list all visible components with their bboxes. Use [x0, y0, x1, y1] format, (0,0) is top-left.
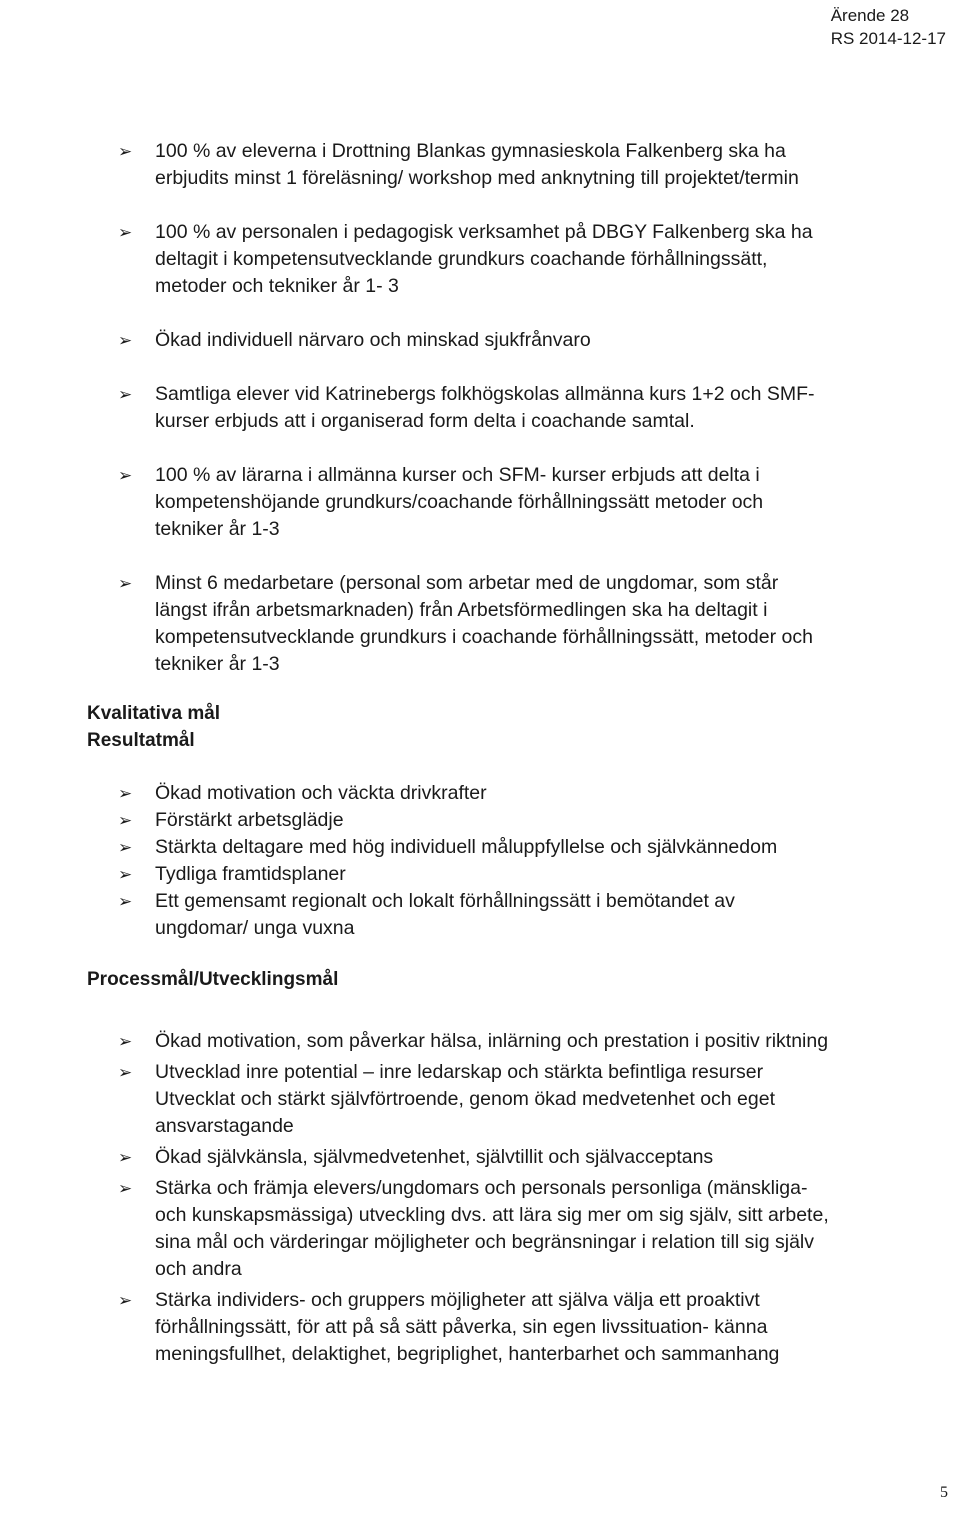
arrow-bullet-icon: ➢: [118, 892, 133, 911]
list-item: [0, 834, 960, 861]
list-item-line: Samtliga elever vid Katrinebergs folkhögskolas allmänna kurs 1+2 och SMF-: [155, 383, 815, 405]
list-item-line: tekniker år 1-3: [155, 653, 280, 675]
process-goals-list: [0, 1028, 960, 1368]
arrow-bullet-icon: ➢: [118, 838, 133, 857]
list-item-line: kompetensutvecklande grundkurs i coachande förhållningssätt, metoder och: [155, 626, 813, 648]
list-item-line: Utvecklad inre potential – inre ledarskap och stärkta befintliga resurser: [155, 1061, 764, 1083]
list-item-line: Ökad självkänsla, självmedvetenhet, självtillit och självacceptans: [155, 1146, 714, 1168]
list-item: [0, 888, 960, 942]
arrow-bullet-icon: ➢: [118, 574, 133, 593]
list-item-line: Ökad individuell närvaro och minskad sjukfrånvaro: [155, 329, 591, 351]
list-item-line: förhållningssätt, för att på så sätt påverka, sin egen livssituation- känna: [155, 1316, 768, 1338]
arrow-bullet-icon: ➢: [118, 811, 133, 830]
list-item: [0, 219, 960, 300]
arrow-bullet-icon: ➢: [118, 1032, 133, 1051]
list-item: [0, 861, 960, 888]
list-item-line: och andra: [155, 1258, 242, 1280]
list-item-line: erbjudits minst 1 föreläsning/ workshop med anknytning till projektet/termin: [155, 167, 799, 189]
meeting-date: RS 2014-12-17: [830, 29, 946, 48]
list-item: [0, 381, 960, 435]
list-item-line: ungdomar/ unga vuxna: [155, 917, 355, 939]
arrow-bullet-icon: ➢: [118, 223, 133, 242]
list-item-line: kurser erbjuds att i organiserad form delta i coachande samtal.: [155, 410, 695, 432]
list-item-line: 100 % av personalen i pedagogisk verksamhet på DBGY Falkenberg ska ha: [155, 221, 813, 243]
arrow-bullet-icon: ➢: [118, 1179, 133, 1198]
list-item-line: sina mål och värderingar möjligheter och begränsningar i relation till sig själv: [155, 1231, 814, 1253]
list-item-line: Utvecklat och stärkt självförtroende, genom ökad medvetenhet och eget: [155, 1088, 776, 1110]
arrow-bullet-icon: ➢: [118, 1063, 133, 1082]
list-item-line: tekniker år 1-3: [155, 518, 280, 540]
list-item: [0, 1175, 960, 1283]
list-item: [0, 780, 960, 807]
list-item-line: Minst 6 medarbetare (personal som arbetar med de ungdomar, som står: [155, 572, 779, 594]
case-number: Ärende 28: [830, 6, 910, 25]
document-reference: [831, 4, 946, 50]
list-item-line: Förstärkt arbetsglädje: [155, 809, 344, 831]
result-goals-list: [0, 780, 960, 942]
list-item-line: ansvarstagande: [155, 1115, 294, 1137]
list-item-line: längst ifrån arbetsmarknaden) från Arbetsförmedlingen ska ha deltagit i: [155, 599, 768, 621]
list-item-line: Ett gemensamt regionalt och lokalt förhållningssätt i bemötandet av: [155, 890, 735, 912]
list-item: [0, 462, 960, 543]
page-number: 5: [940, 1484, 948, 1501]
list-item-line: och kunskapsmässiga) utveckling dvs. att lära sig mer om sig själv, sitt arbete,: [155, 1204, 829, 1226]
list-item: [0, 570, 960, 678]
list-item-line: Stärkta deltagare med hög individuell måluppfyllelse och självkännedom: [155, 836, 778, 858]
list-item-line: kompetenshöjande grundkurs/coachande förhållningssätt metoder och: [155, 491, 764, 513]
list-item-line: 100 % av eleverna i Drottning Blankas gymnasieskola Falkenberg ska ha: [155, 140, 786, 162]
arrow-bullet-icon: ➢: [118, 784, 133, 803]
list-item-line: meningsfullhet, delaktighet, begriplighet, hanterbarhet och sammanhang: [155, 1343, 780, 1365]
arrow-bullet-icon: ➢: [118, 331, 133, 350]
list-item-line: Stärka och främja elevers/ungdomars och personals personliga (mänskliga-: [155, 1177, 808, 1199]
list-item: [0, 1287, 960, 1368]
goals-list: [0, 138, 960, 678]
list-item: [0, 1144, 960, 1171]
list-item: [0, 327, 960, 354]
list-item-line: Ökad motivation och väckta drivkrafter: [155, 782, 487, 804]
list-item-line: Ökad motivation, som påverkar hälsa, inlärning och prestation i positiv riktning: [155, 1030, 829, 1052]
heading-processmal: Processmål/Utvecklingsmål: [87, 969, 339, 990]
list-item: [0, 1028, 960, 1055]
list-item: [0, 807, 960, 834]
arrow-bullet-icon: ➢: [118, 142, 133, 161]
list-item-line: deltagit i kompetensutvecklande grundkurs coachande förhållningssätt,: [155, 248, 768, 270]
list-item-line: metoder och tekniker år 1- 3: [155, 275, 399, 297]
heading-kvalitativa-mal: Kvalitativa mål: [87, 703, 221, 724]
arrow-bullet-icon: ➢: [118, 385, 133, 404]
heading-resultatmal: Resultatmål: [87, 730, 195, 751]
list-item: [0, 138, 960, 192]
list-item-line: 100 % av lärarna i allmänna kurser och SFM- kurser erbjuds att delta i: [155, 464, 760, 486]
list-item-line: Tydliga framtidsplaner: [155, 863, 346, 885]
list-item-line: Stärka individers- och gruppers möjligheter att själva välja ett proaktivt: [155, 1289, 760, 1311]
arrow-bullet-icon: ➢: [118, 466, 133, 485]
list-item: [0, 1059, 960, 1140]
arrow-bullet-icon: ➢: [118, 1148, 133, 1167]
arrow-bullet-icon: ➢: [118, 865, 133, 884]
arrow-bullet-icon: ➢: [118, 1291, 133, 1310]
